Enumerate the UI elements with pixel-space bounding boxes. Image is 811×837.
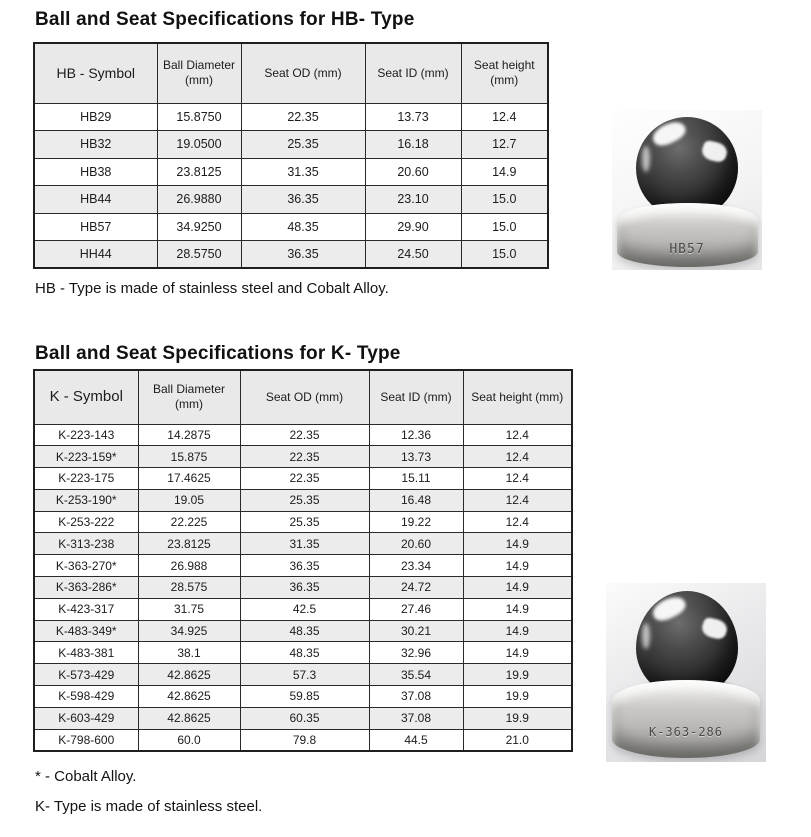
table-cell: 30.21 bbox=[369, 620, 463, 642]
table-cell: 48.35 bbox=[240, 642, 369, 664]
table-cell: 25.35 bbox=[241, 131, 365, 159]
table-cell: 35.54 bbox=[369, 664, 463, 686]
table-cell: 23.34 bbox=[369, 555, 463, 577]
table-cell: 19.0500 bbox=[157, 131, 241, 159]
table-cell: 19.05 bbox=[138, 489, 240, 511]
table-cell: 15.0 bbox=[461, 241, 548, 269]
table-cell: 79.8 bbox=[240, 729, 369, 751]
table-row bbox=[34, 555, 572, 577]
seat-image bbox=[612, 680, 760, 758]
column-header: Seat height (mm) bbox=[463, 370, 572, 424]
table-cell: 24.50 bbox=[365, 241, 461, 269]
table-cell: K-363-270* bbox=[34, 555, 138, 577]
table-row bbox=[34, 598, 572, 620]
table-cell: K-223-175 bbox=[34, 468, 138, 490]
column-header: Seat OD (mm) bbox=[240, 370, 369, 424]
column-header: K - Symbol bbox=[34, 370, 138, 424]
table-row bbox=[34, 707, 572, 729]
table-cell: 23.10 bbox=[365, 186, 461, 214]
table-cell: 42.8625 bbox=[138, 707, 240, 729]
table-cell: K-573-429 bbox=[34, 664, 138, 686]
table-cell: 57.3 bbox=[240, 664, 369, 686]
table-cell: 22.35 bbox=[240, 468, 369, 490]
ball-highlight bbox=[642, 146, 650, 172]
hb-spec-table bbox=[33, 42, 549, 269]
table-cell: 36.35 bbox=[240, 555, 369, 577]
table-cell: 26.988 bbox=[138, 555, 240, 577]
table-cell: 23.8125 bbox=[157, 158, 241, 186]
table-cell: HH44 bbox=[34, 241, 157, 269]
table-cell: 12.4 bbox=[463, 489, 572, 511]
table-cell: K-253-222 bbox=[34, 511, 138, 533]
table-row bbox=[34, 213, 548, 241]
table-cell: 28.575 bbox=[138, 577, 240, 599]
table-cell: 34.925 bbox=[138, 620, 240, 642]
header-row bbox=[34, 43, 548, 103]
table-cell: 15.11 bbox=[369, 468, 463, 490]
table-cell: 12.7 bbox=[461, 131, 548, 159]
table-cell: 24.72 bbox=[369, 577, 463, 599]
ball-highlight bbox=[642, 623, 650, 649]
table-cell: 27.46 bbox=[369, 598, 463, 620]
column-header: Seat ID (mm) bbox=[365, 43, 461, 103]
table-cell: 19.9 bbox=[463, 686, 572, 708]
column-header: HB - Symbol bbox=[34, 43, 157, 103]
seat-engraved-label: HB57 bbox=[669, 242, 705, 257]
table-cell: 31.35 bbox=[241, 158, 365, 186]
table-cell: 60.0 bbox=[138, 729, 240, 751]
column-header: Ball Diameter (mm) bbox=[138, 370, 240, 424]
seat-image bbox=[617, 203, 758, 267]
k-363-286-product-photo bbox=[606, 583, 766, 762]
table-row bbox=[34, 424, 572, 446]
table-row bbox=[34, 642, 572, 664]
table-cell: K-423-317 bbox=[34, 598, 138, 620]
table-cell: HB57 bbox=[34, 213, 157, 241]
table-cell: 15.0 bbox=[461, 186, 548, 214]
table-cell: HB44 bbox=[34, 186, 157, 214]
k-table-body bbox=[34, 424, 572, 751]
table-cell: 22.225 bbox=[138, 511, 240, 533]
hb-section-title: Ball and Seat Specifications for HB- Type bbox=[35, 9, 415, 30]
table-cell: K-363-286* bbox=[34, 577, 138, 599]
table-cell: 23.8125 bbox=[138, 533, 240, 555]
table-cell: K-223-143 bbox=[34, 424, 138, 446]
table-cell: 42.8625 bbox=[138, 686, 240, 708]
table-cell: 12.4 bbox=[463, 511, 572, 533]
table-cell: 22.35 bbox=[240, 424, 369, 446]
table-cell: 25.35 bbox=[240, 511, 369, 533]
table-row bbox=[34, 103, 548, 131]
table-row bbox=[34, 131, 548, 159]
table-cell: 32.96 bbox=[369, 642, 463, 664]
table-cell: 12.4 bbox=[463, 468, 572, 490]
table-cell: 12.4 bbox=[463, 446, 572, 468]
table-cell: 12.4 bbox=[461, 103, 548, 131]
table-cell: 31.35 bbox=[240, 533, 369, 555]
table-cell: 31.75 bbox=[138, 598, 240, 620]
table-cell: 34.9250 bbox=[157, 213, 241, 241]
table-row bbox=[34, 158, 548, 186]
table-cell: 36.35 bbox=[241, 241, 365, 269]
table-cell: 29.90 bbox=[365, 213, 461, 241]
table-cell: 20.60 bbox=[369, 533, 463, 555]
table-cell: 13.73 bbox=[365, 103, 461, 131]
table-row bbox=[34, 446, 572, 468]
table-cell: 60.35 bbox=[240, 707, 369, 729]
table-cell: 36.35 bbox=[240, 577, 369, 599]
table-cell: 14.9 bbox=[463, 620, 572, 642]
table-cell: 14.9 bbox=[463, 598, 572, 620]
table-cell: 13.73 bbox=[369, 446, 463, 468]
hb-table-header bbox=[34, 43, 548, 103]
table-cell: K-603-429 bbox=[34, 707, 138, 729]
table-cell: 20.60 bbox=[365, 158, 461, 186]
cobalt-alloy-footnote: * - Cobalt Alloy. bbox=[35, 768, 137, 785]
table-cell: 17.4625 bbox=[138, 468, 240, 490]
table-cell: 14.9 bbox=[463, 555, 572, 577]
table-cell: 38.1 bbox=[138, 642, 240, 664]
table-cell: 12.4 bbox=[463, 424, 572, 446]
table-cell: 26.9880 bbox=[157, 186, 241, 214]
column-header: Ball Diameter (mm) bbox=[157, 43, 241, 103]
table-cell: 42.8625 bbox=[138, 664, 240, 686]
table-cell: 14.2875 bbox=[138, 424, 240, 446]
table-row bbox=[34, 241, 548, 269]
table-row bbox=[34, 511, 572, 533]
table-cell: 48.35 bbox=[240, 620, 369, 642]
table-row bbox=[34, 729, 572, 751]
table-cell: 25.35 bbox=[240, 489, 369, 511]
table-cell: 14.9 bbox=[463, 533, 572, 555]
table-cell: 42.5 bbox=[240, 598, 369, 620]
table-row bbox=[34, 620, 572, 642]
table-cell: 16.48 bbox=[369, 489, 463, 511]
table-cell: 15.0 bbox=[461, 213, 548, 241]
table-row bbox=[34, 664, 572, 686]
table-cell: 28.5750 bbox=[157, 241, 241, 269]
k-spec-table bbox=[33, 369, 573, 752]
k-material-note: K- Type is made of stainless steel. bbox=[35, 798, 263, 815]
table-cell: K-598-429 bbox=[34, 686, 138, 708]
header-row bbox=[34, 370, 572, 424]
table-cell: 12.36 bbox=[369, 424, 463, 446]
table-cell: 22.35 bbox=[241, 103, 365, 131]
table-cell: K-798-600 bbox=[34, 729, 138, 751]
table-cell: HB38 bbox=[34, 158, 157, 186]
table-cell: 19.9 bbox=[463, 707, 572, 729]
table-cell: K-253-190* bbox=[34, 489, 138, 511]
table-cell: 37.08 bbox=[369, 707, 463, 729]
seat-engraved-label: K-363-286 bbox=[648, 725, 724, 739]
table-row bbox=[34, 186, 548, 214]
table-cell: 22.35 bbox=[240, 446, 369, 468]
table-cell: 19.22 bbox=[369, 511, 463, 533]
k-table-header bbox=[34, 370, 572, 424]
table-cell: 36.35 bbox=[241, 186, 365, 214]
table-cell: K-313-238 bbox=[34, 533, 138, 555]
table-row bbox=[34, 686, 572, 708]
hb57-product-photo bbox=[612, 110, 762, 270]
table-cell: 16.18 bbox=[365, 131, 461, 159]
column-header: Seat OD (mm) bbox=[241, 43, 365, 103]
table-cell: 44.5 bbox=[369, 729, 463, 751]
table-cell: K-483-381 bbox=[34, 642, 138, 664]
table-cell: 14.9 bbox=[463, 577, 572, 599]
table-cell: 48.35 bbox=[241, 213, 365, 241]
table-row bbox=[34, 489, 572, 511]
table-row bbox=[34, 577, 572, 599]
table-cell: 19.9 bbox=[463, 664, 572, 686]
table-cell: 21.0 bbox=[463, 729, 572, 751]
table-row bbox=[34, 533, 572, 555]
table-cell: 59.85 bbox=[240, 686, 369, 708]
column-header: Seat ID (mm) bbox=[369, 370, 463, 424]
hb-material-note: HB - Type is made of stainless steel and Cobalt Alloy. bbox=[35, 280, 389, 297]
table-cell: K-483-349* bbox=[34, 620, 138, 642]
table-cell: 15.875 bbox=[138, 446, 240, 468]
hb-table-body bbox=[34, 103, 548, 268]
table-cell: HB32 bbox=[34, 131, 157, 159]
table-row bbox=[34, 468, 572, 490]
table-cell: HB29 bbox=[34, 103, 157, 131]
table-cell: 15.8750 bbox=[157, 103, 241, 131]
k-section-title: Ball and Seat Specifications for K- Type bbox=[35, 343, 401, 364]
table-cell: 37.08 bbox=[369, 686, 463, 708]
table-cell: 14.9 bbox=[461, 158, 548, 186]
column-header: Seat height (mm) bbox=[461, 43, 548, 103]
table-cell: 14.9 bbox=[463, 642, 572, 664]
table-cell: K-223-159* bbox=[34, 446, 138, 468]
